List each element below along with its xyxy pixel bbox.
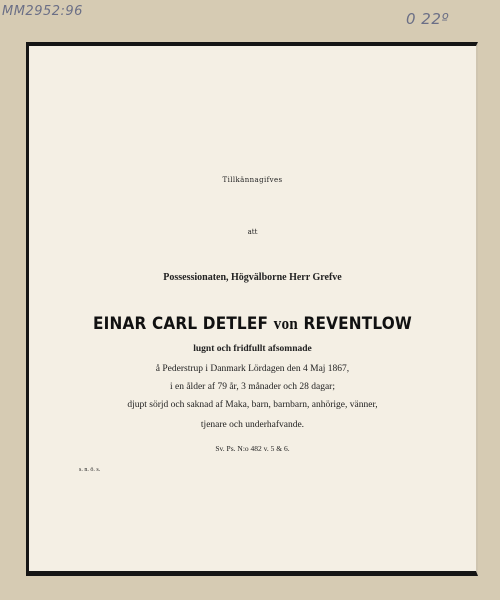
catalog-number: MM2952:96 <box>2 4 83 19</box>
motto-abbreviation: s. n. ö. s. <box>79 467 101 473</box>
announce-heading: Tillkännagifves <box>222 176 283 184</box>
deceased-name <box>51 314 453 334</box>
name-von: von <box>273 314 298 333</box>
name-main: EINAR CARL DETLEF <box>93 314 274 334</box>
deceased-title: Possessionaten, Högvälborne Herr Grefve <box>163 272 342 283</box>
mourners-line-end: tjenare och underhafvande. <box>200 420 305 430</box>
name-tail: REVENTLOW <box>297 314 412 334</box>
att-word: att <box>247 228 258 236</box>
age-line: i en ålder af 79 år, 3 månader och 28 dagar; <box>169 382 335 392</box>
place-date-line: å Pederstrup i Danmark Lördagen den 4 Maj 1867, <box>155 364 350 374</box>
psalm-reference: Sv. Ps. N:o 482 v. 5 & 6. <box>215 444 290 453</box>
mourners-line: djupt sörjd och saknad af Maka, barn, barnbarn, anhörige, vänner, <box>127 400 378 410</box>
death-phrase: lugnt och fridfullt afsomnade <box>193 344 312 354</box>
page-mark: 0 22º <box>406 10 449 28</box>
death-notice-sheet <box>26 42 478 576</box>
